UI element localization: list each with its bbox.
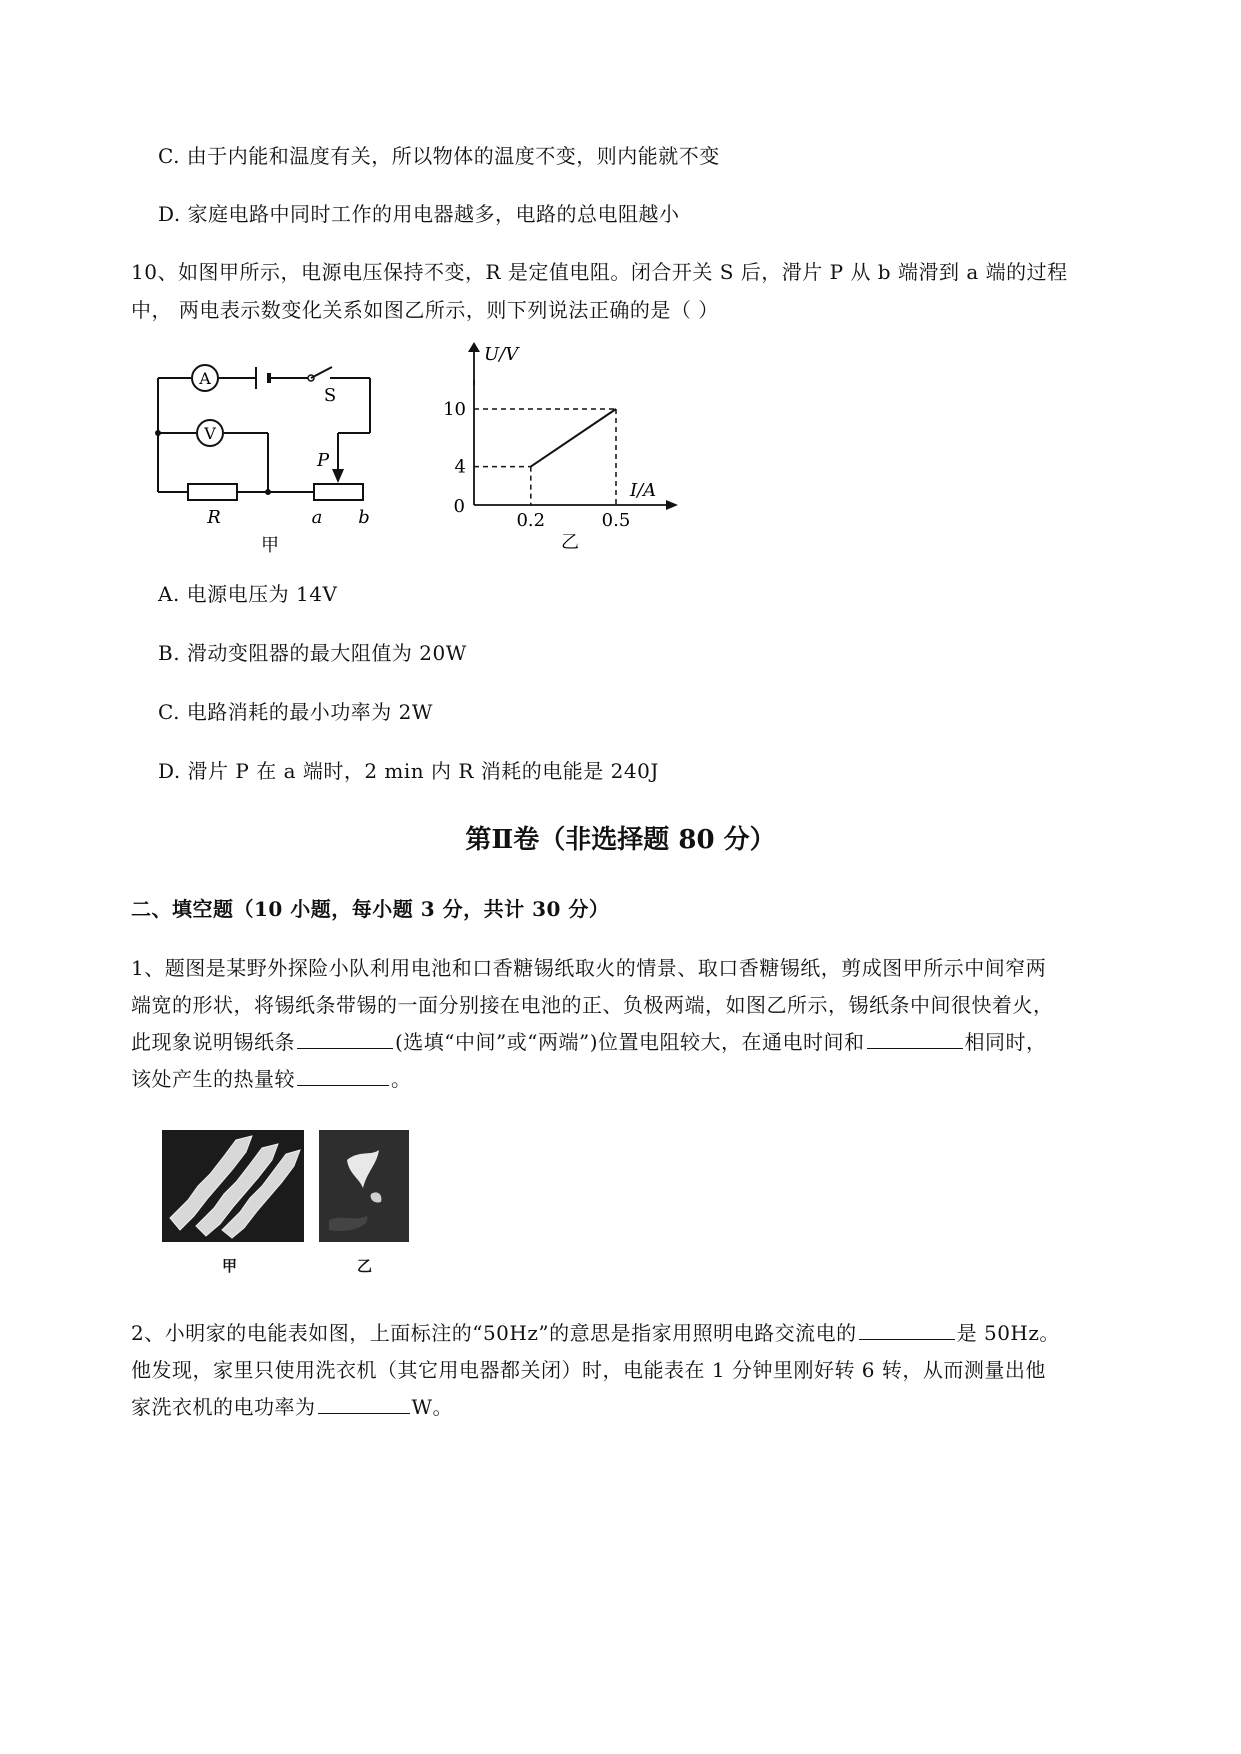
x-axis-label: I/A	[630, 480, 657, 501]
q2-line2: 他发现，家里只使用洗衣机（其它用电器都关闭）时，电能表在 1 分钟里刚好转 6 转，从而测量出他	[131, 1358, 1046, 1382]
q1-line2: 端宽的形状，将锡纸条带锡的一面分别接在电池的正、负极两端，如图乙所示，锡纸条中间很快着火，	[131, 993, 1054, 1017]
answer-blank[interactable]	[859, 1321, 955, 1340]
graph-caption: 乙	[561, 532, 579, 553]
q10-option-a: A. 电源电压为 14V	[158, 582, 338, 606]
answer-blank[interactable]	[297, 1030, 393, 1049]
end-b-label: b	[358, 507, 370, 528]
burning-tinfoil-photo	[319, 1130, 409, 1242]
q10-option-d: D. 滑片 P 在 a 端时，2 min 内 R 消耗的电能是 240J	[158, 759, 659, 783]
slider-label: P	[316, 450, 330, 471]
q2-line1: 2、小明家的电能表如图，上面标注的“50Hz”的意思是指家用照明电路交流电的 是 50Hz。	[131, 1321, 1060, 1345]
q1-line3: 此现象说明锡纸条 (选填“中间”或“两端”)位置电阻较大，在通电时间和 相同时，	[131, 1030, 1047, 1054]
x-axis-arrow-icon	[666, 500, 678, 510]
voltmeter-symbol: V	[204, 424, 216, 443]
ammeter-symbol: A	[199, 369, 211, 388]
slider-arrow-icon	[332, 469, 344, 483]
q1-line4: 该处产生的热量较 。	[131, 1067, 412, 1091]
switch-label: S	[323, 385, 337, 406]
answer-blank[interactable]	[867, 1030, 963, 1049]
photo-caption-left: 甲	[222, 1257, 238, 1275]
q1-line1: 1、题图是某野外探险小队利用电池和口香糖锡纸取火的情景、取口香糖锡纸，剪成图甲所示中间窄两	[131, 956, 1047, 980]
answer-blank[interactable]	[318, 1395, 410, 1414]
y-axis-label: U/V	[484, 344, 519, 365]
q10-stem-line1: 10、如图甲所示，电源电压保持不变，R 是定值电阻。闭合开关 S 后，滑片 P 从 b 端滑到 a 端的过程	[131, 260, 1068, 284]
tinfoil-strips-photo	[162, 1130, 304, 1242]
photo-caption-right: 乙	[357, 1257, 373, 1275]
circuit-diagram	[140, 345, 400, 560]
q10-option-c: C. 电路消耗的最小功率为 2W	[158, 700, 433, 724]
x-tick-label: 0.5	[601, 510, 631, 531]
q9-option-d: D. 家庭电路中同时工作的用电器越多，电路的总电阻越小	[158, 202, 680, 226]
series-line	[531, 409, 616, 467]
end-a-label: a	[311, 507, 323, 528]
q10-option-b: B. 滑动变阻器的最大阻值为 20W	[158, 641, 467, 665]
y-tick-label: 10	[443, 399, 466, 420]
origin-label: 0	[453, 496, 465, 517]
x-tick-label: 0.2	[516, 510, 546, 531]
y-tick-label: 4	[454, 456, 466, 478]
section-heading: 二、填空题（10 小题，每小题 3 分，共计 30 分）	[131, 897, 610, 921]
q9-option-c: C. 由于内能和温度有关，所以物体的温度不变，则内能就不变	[158, 144, 720, 168]
resistor-label: R	[207, 507, 221, 528]
u-i-graph-top	[440, 340, 680, 385]
q10-stem-line2: 中， 两电表示数变化关系如图乙所示，则下列说法正确的是（ ）	[131, 298, 719, 322]
answer-blank[interactable]	[297, 1067, 389, 1086]
fixed-resistor	[188, 484, 237, 500]
rheostat	[314, 484, 363, 500]
switch-lever	[311, 367, 332, 378]
circuit-caption: 甲	[261, 535, 279, 556]
volume-title: 第Ⅱ卷（非选择题 80 分）	[465, 825, 776, 855]
u-i-graph	[440, 380, 680, 555]
q2-line3: 家洗衣机的电功率为 W。	[131, 1395, 454, 1419]
